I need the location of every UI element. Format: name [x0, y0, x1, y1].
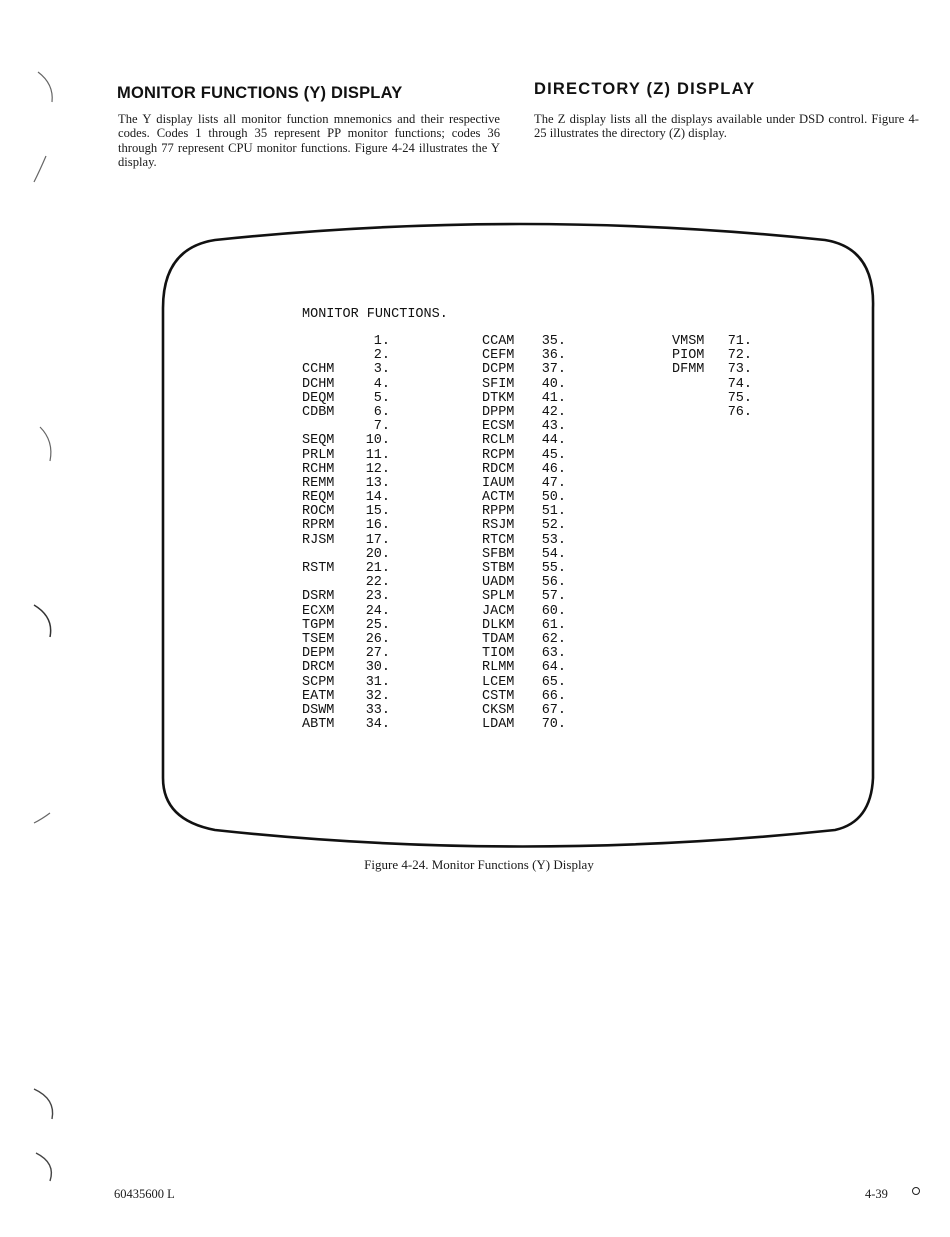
function-code: 51. — [541, 504, 566, 520]
function-code: 45. — [541, 447, 566, 463]
function-code: 57. — [541, 589, 566, 605]
section-body-monitor-functions: The Y display lists all monitor function mnemonics and their respective codes. Codes 1 through 35 represent PP monitor functions; codes 36 through 77 represent CPU monitor functions. Figure 4-24 illustrates the Y display. — [118, 112, 500, 170]
function-code: 63. — [541, 646, 566, 662]
function-code: 36. — [541, 348, 566, 364]
function-code: 33. — [365, 702, 390, 718]
function-mnemonic: TGPM — [302, 617, 335, 633]
function-mnemonic: DSRM — [302, 589, 335, 605]
function-row — [672, 335, 782, 349]
function-code: 74. — [727, 376, 752, 392]
function-mnemonic: DCHM — [302, 376, 335, 392]
function-mnemonic: DLKM — [482, 617, 515, 633]
function-mnemonic: DPPM — [482, 404, 515, 420]
function-row — [302, 349, 412, 363]
function-row — [302, 548, 412, 562]
function-row — [672, 349, 782, 363]
function-mnemonic: SFBM — [482, 546, 515, 562]
function-mnemonic: UADM — [482, 575, 515, 591]
function-code: 71. — [727, 334, 752, 349]
function-mnemonic: SPLM — [482, 589, 515, 605]
function-code: 67. — [541, 702, 566, 718]
function-code: 66. — [541, 688, 566, 704]
function-mnemonic: DSWM — [302, 702, 335, 718]
function-row — [482, 449, 592, 463]
function-code: 32. — [365, 688, 390, 704]
function-code: 54. — [541, 546, 566, 562]
function-row — [482, 349, 592, 363]
function-row — [302, 449, 412, 463]
function-row — [672, 378, 782, 392]
function-row — [302, 406, 412, 420]
function-mnemonic: VMSM — [672, 334, 705, 349]
function-code: 7. — [373, 419, 390, 435]
function-row — [482, 477, 592, 491]
function-column-1 — [302, 335, 412, 732]
function-code: 55. — [541, 561, 566, 576]
function-mnemonic: IAUM — [482, 475, 515, 491]
function-row — [672, 406, 782, 420]
function-mnemonic: DEQM — [302, 390, 335, 406]
page-number: 4-39 — [865, 1187, 888, 1201]
function-code: 27. — [365, 646, 390, 662]
figure-caption: Figure 4-24. Monitor Functions (Y) Display — [364, 857, 594, 872]
function-code: 10. — [365, 433, 390, 449]
function-mnemonic: RSJM — [482, 518, 515, 534]
function-mnemonic: ACTM — [482, 490, 515, 506]
function-row — [482, 505, 592, 519]
function-row — [482, 335, 592, 349]
function-row — [302, 690, 412, 704]
scan-margin-marks-middle — [30, 425, 60, 825]
function-row — [302, 519, 412, 533]
function-mnemonic: RSTM — [302, 561, 335, 576]
function-mnemonic: CCAM — [482, 334, 515, 349]
function-mnemonic: ECSM — [482, 419, 515, 435]
binder-hole-dot — [912, 1187, 920, 1195]
function-code: 16. — [365, 518, 390, 534]
function-row — [302, 704, 412, 718]
function-code: 41. — [541, 390, 566, 406]
function-code: 26. — [365, 631, 390, 647]
function-column-2 — [482, 335, 592, 732]
function-row — [482, 647, 592, 661]
function-row — [302, 647, 412, 661]
function-mnemonic: RLMM — [482, 660, 515, 676]
function-mnemonic: LCEM — [482, 674, 515, 690]
function-mnemonic: TIOM — [482, 646, 515, 662]
scan-margin-marks-top — [30, 70, 60, 190]
function-mnemonic: PIOM — [672, 348, 705, 364]
function-code: 24. — [365, 603, 390, 619]
function-code: 37. — [541, 362, 566, 378]
function-row — [482, 491, 592, 505]
function-row — [482, 406, 592, 420]
function-code: 12. — [365, 461, 390, 477]
function-row — [302, 477, 412, 491]
function-mnemonic: CKSM — [482, 702, 515, 718]
function-code: 21. — [365, 561, 390, 576]
function-row — [482, 690, 592, 704]
function-mnemonic: CSTM — [482, 688, 515, 704]
function-row — [672, 363, 782, 377]
function-mnemonic: TDAM — [482, 631, 515, 647]
function-code: 2. — [373, 348, 390, 364]
function-row — [672, 392, 782, 406]
function-row — [482, 548, 592, 562]
function-code: 53. — [541, 532, 566, 548]
function-mnemonic: CDBM — [302, 404, 335, 420]
function-code: 75. — [727, 390, 752, 406]
function-mnemonic: CEFM — [482, 348, 515, 364]
function-code: 40. — [541, 376, 566, 392]
function-code: 11. — [365, 447, 390, 463]
function-row — [302, 420, 412, 434]
function-row — [302, 491, 412, 505]
section-heading-directory: DIRECTORY (Z) DISPLAY — [534, 80, 756, 98]
scan-margin-marks-bottom — [30, 1085, 60, 1190]
function-mnemonic: PRLM — [302, 447, 335, 463]
function-mnemonic: DFMM — [672, 362, 705, 378]
function-row — [302, 505, 412, 519]
function-mnemonic: RPRM — [302, 518, 335, 534]
function-row — [482, 534, 592, 548]
function-row — [482, 704, 592, 718]
function-mnemonic: DRCM — [302, 660, 335, 676]
function-mnemonic: STBM — [482, 561, 515, 576]
function-row — [302, 562, 412, 576]
function-code: 34. — [365, 717, 390, 733]
function-mnemonic: LDAM — [482, 717, 515, 733]
document-number: 60435600 L — [114, 1187, 175, 1201]
function-code: 30. — [365, 660, 390, 676]
function-code: 13. — [365, 475, 390, 491]
function-mnemonic: REMM — [302, 475, 335, 491]
function-code: 70. — [541, 717, 566, 733]
function-row — [302, 661, 412, 675]
function-mnemonic: RCPM — [482, 447, 515, 463]
function-mnemonic: EATM — [302, 688, 335, 704]
function-row — [302, 335, 412, 349]
section-heading-monitor-functions: MONITOR FUNCTIONS (Y) DISPLAY — [117, 84, 403, 102]
function-mnemonic: TSEM — [302, 631, 335, 647]
function-mnemonic: DTKM — [482, 390, 515, 406]
function-row — [482, 363, 592, 377]
function-row — [482, 676, 592, 690]
section-body-directory: The Z display lists all the displays available under DSD control. Figure 4-25 illustrates the directory (Z) display. — [534, 112, 919, 141]
function-mnemonic: REQM — [302, 490, 335, 506]
function-row — [302, 392, 412, 406]
function-code: 56. — [541, 575, 566, 591]
function-row — [482, 378, 592, 392]
function-code: 17. — [365, 532, 390, 548]
function-row — [302, 576, 412, 590]
function-row — [482, 619, 592, 633]
function-code: 43. — [541, 419, 566, 435]
function-mnemonic: SCPM — [302, 674, 335, 690]
function-code: 61. — [541, 617, 566, 633]
function-mnemonic: RTCM — [482, 532, 515, 548]
function-code: 23. — [365, 589, 390, 605]
function-row — [482, 392, 592, 406]
function-code: 60. — [541, 603, 566, 619]
function-mnemonic: SFIM — [482, 376, 515, 392]
function-row — [302, 534, 412, 548]
function-code: 52. — [541, 518, 566, 534]
function-code: 47. — [541, 475, 566, 491]
function-row — [482, 605, 592, 619]
function-code: 44. — [541, 433, 566, 449]
function-row — [482, 463, 592, 477]
function-mnemonic: CCHM — [302, 362, 335, 378]
function-code: 50. — [541, 490, 566, 506]
function-column-3 — [672, 335, 782, 420]
function-code: 1. — [373, 334, 390, 349]
function-row — [482, 590, 592, 604]
function-mnemonic: RDCM — [482, 461, 515, 477]
function-row — [302, 378, 412, 392]
function-row — [302, 363, 412, 377]
function-row — [482, 434, 592, 448]
function-mnemonic: RJSM — [302, 532, 335, 548]
function-code: 3. — [373, 362, 390, 378]
function-mnemonic: DEPM — [302, 646, 335, 662]
function-row — [302, 676, 412, 690]
function-code: 5. — [373, 390, 390, 406]
function-code: 6. — [373, 404, 390, 420]
function-code: 20. — [365, 546, 390, 562]
function-row — [482, 420, 592, 434]
function-row — [482, 519, 592, 533]
function-row — [302, 590, 412, 604]
function-mnemonic: ABTM — [302, 717, 335, 733]
function-mnemonic: ROCM — [302, 504, 335, 520]
function-mnemonic: RCLM — [482, 433, 515, 449]
function-row — [482, 633, 592, 647]
function-row — [302, 463, 412, 477]
function-row — [302, 605, 412, 619]
function-mnemonic: SEQM — [302, 433, 335, 449]
function-mnemonic: RCHM — [302, 461, 335, 477]
function-code: 46. — [541, 461, 566, 477]
function-mnemonic: RPPM — [482, 504, 515, 520]
function-row — [302, 619, 412, 633]
function-code: 25. — [365, 617, 390, 633]
function-code: 22. — [365, 575, 390, 591]
function-row — [482, 718, 592, 732]
screen-title: MONITOR FUNCTIONS. — [302, 307, 448, 322]
function-code: 42. — [541, 404, 566, 420]
function-row — [302, 633, 412, 647]
function-code: 76. — [727, 404, 752, 420]
function-code: 14. — [365, 490, 390, 506]
function-code: 35. — [541, 334, 566, 349]
function-code: 73. — [727, 362, 752, 378]
function-row — [482, 576, 592, 590]
function-mnemonic: JACM — [482, 603, 515, 619]
function-code: 64. — [541, 660, 566, 676]
function-row — [302, 718, 412, 732]
function-code: 4. — [373, 376, 390, 392]
function-code: 62. — [541, 631, 566, 647]
function-code: 65. — [541, 674, 566, 690]
function-row — [302, 434, 412, 448]
function-code: 72. — [727, 348, 752, 364]
function-mnemonic: DCPM — [482, 362, 515, 378]
function-row — [482, 562, 592, 576]
function-row — [482, 661, 592, 675]
function-code: 15. — [365, 504, 390, 520]
function-mnemonic: ECXM — [302, 603, 335, 619]
function-code: 31. — [365, 674, 390, 690]
